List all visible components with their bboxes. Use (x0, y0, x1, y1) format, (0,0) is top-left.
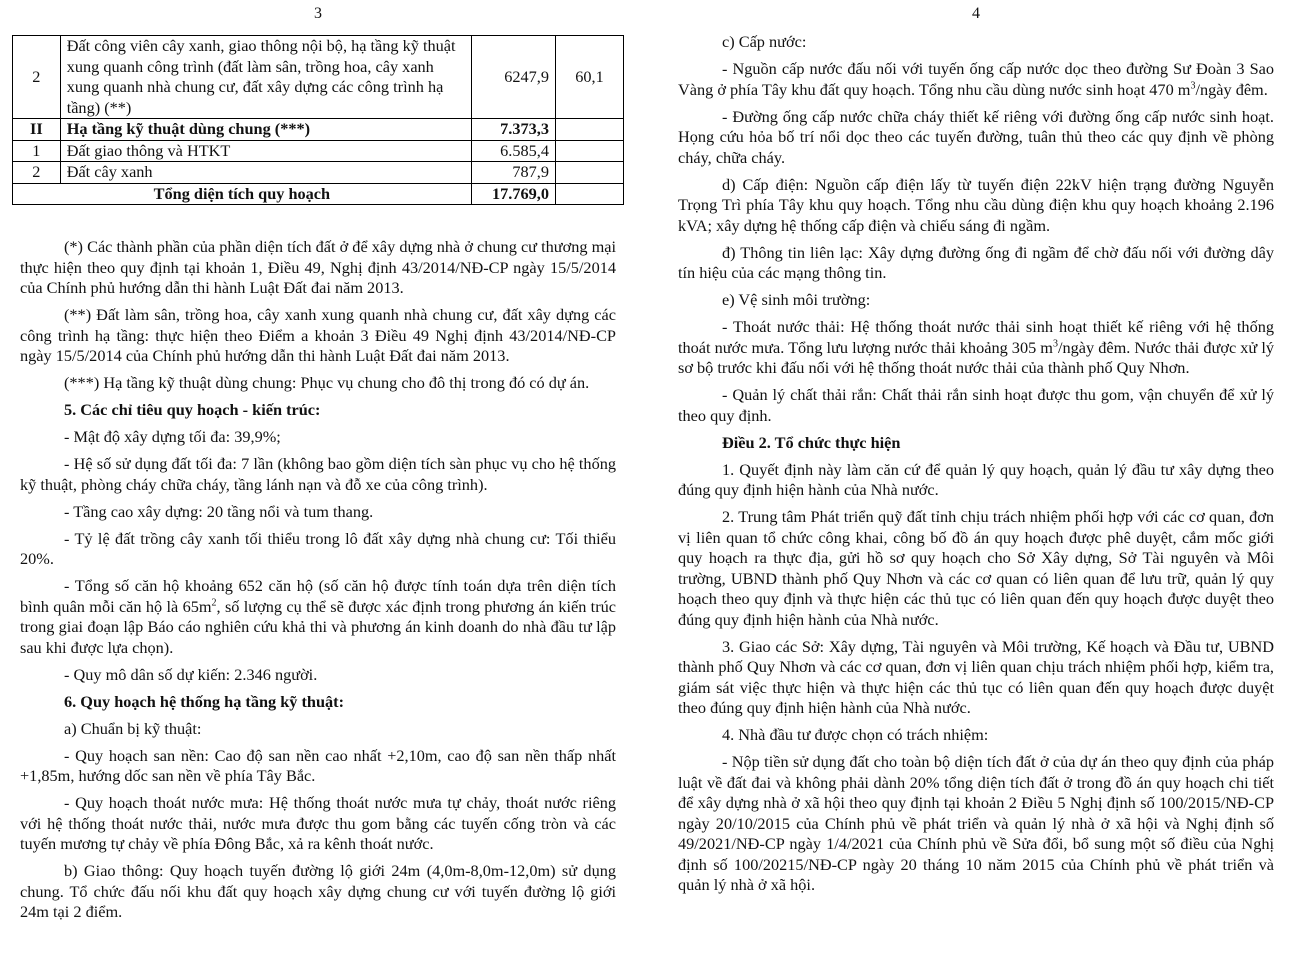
article-2-item-4: 4. Nhà đầu tư được chọn có trách nhiệm: (722, 725, 989, 744)
total-label: Tổng diện tích quy hoạch (13, 183, 472, 205)
row-number: II (13, 119, 61, 141)
section-6-title: 6. Quy hoạch hệ thống hạ tầng kỹ thuật: (64, 691, 345, 711)
floors-item: - Tầng cao xây dựng: 20 tầng nổi và tum thang. (64, 501, 374, 521)
land-use-table (12, 35, 624, 205)
wastewater-text-a: - Thoát nước thải: Hệ thống thoát nước thải sinh hoạt thiết kế riêng với hệ thống thoát nước mưa. Tổng lưu lượng nước thải khoảng 305 m (678, 317, 1274, 357)
row-name: Đất giao thông và HTKT (60, 140, 471, 162)
article-2-item-3: 3. Giao các Sở: Xây dựng, Tài nguyên và Môi trường, Kế hoạch và Đầu tư, UBND thành phố Quy Nhơn và các cơ quan, đơn vị liên quan chịu trách nhiệm phối hợp, kiểm tra, giám sát việc thực hiện và thực hiện các thủ tục có liên quan đến quy hoạch được duyệt theo đúng quy định hiện hành của Nhà nước. (678, 636, 1274, 717)
far-item: - Hệ số sử dụng đất tối đa: 7 lần (không bao gồm diện tích sàn phục vụ cho hệ thống kỹ thuật, phòng cháy chữa cháy, tầng lánh nạn và đỗ xe của công trình). (20, 454, 616, 494)
water-source-sup: 3 (1190, 80, 1196, 92)
table-row (13, 162, 624, 184)
row-name: Đất cây xanh (60, 162, 471, 184)
wastewater-text-b: /ngày đêm. Nước thải được xử lý sơ bộ trước khi đấu nối với hệ thống thoát nước thải của thành phố Quy Nhơn. (678, 337, 1275, 377)
units-sup: 2 (211, 597, 217, 609)
total-area: 17.769,0 (471, 183, 555, 205)
communication-item: đ) Thông tin liên lạc: Xây dựng đường ống đi ngầm để chờ đấu nối với đường dây tín hiệu của các mạng thông tin. (678, 242, 1274, 282)
table-total-row (13, 183, 624, 205)
table-row (13, 140, 624, 162)
article-2-title: Điều 2. Tổ chức thực hiện (722, 432, 901, 452)
sanitation-title: e) Vệ sinh môi trường: (722, 290, 871, 309)
units-text-b: , số lượng cụ thể sẽ được xác định trong phương án kiến trúc trong giai đoạn lập Báo cáo nghiên cứu khả thi và phương án kinh doanh do nhà đầu tư lập sau khi được lựa chọn). (20, 596, 616, 657)
row-number: 1 (13, 140, 61, 162)
row-area: 6247,9 (471, 36, 555, 119)
investor-obligation-item: - Nộp tiền sử dụng đất cho toàn bộ diện tích đất ở của dự án theo quy định của pháp luật về đất đai và không phải dành 20% tổng diện tích đất ở trong đồ án quy hoạch chi tiết để xây dựng nhà ở xã hội theo quy định tại khoản 2 Điều 5 Nghị định số 100/2015/NĐ-CP ngày 20/10/2015 của Chính phủ về phát triển và quản lý nhà ở xã hội và Nghị định số 49/2021/NĐ-CP ngày 1/4/2021 của Chính phủ về Sửa đổi, bổ sung một số điều của Nghị định số 100/20215/NĐ-CP ngày 20 tháng 10 năm 2015 của Chính phủ về phát triển và quản lý nhà ở xã hội. (678, 752, 1274, 894)
total-ratio (555, 183, 623, 205)
row-area: 7.373,3 (471, 119, 555, 141)
article-2-item-1: 1. Quyết định này làm căn cứ để quản lý quy hoạch, quản lý đầu tư xây dựng theo đúng quy định hiện hành của Nhà nước. (678, 459, 1274, 499)
water-title: c) Cấp nước: (722, 32, 807, 51)
wastewater-item (678, 317, 1274, 379)
page-right (660, 0, 1293, 979)
note-2: (**) Đất làm sân, trồng hoa, cây xanh xung quanh nhà chung cư, đất xây dựng các công trình hạ tầng: thực hiện theo Điểm a khoản 3 Điều 49 Nghị định 43/2014/NĐ-CP ngày 15/5/2014 của Chính phủ hướng dẫn thi hành Luật Đất đai năm 2013. (20, 305, 616, 365)
units-text-a: - Tổng số căn hộ khoảng 652 căn hộ (số căn hộ được tính toán dựa trên diện tích bình quân mỗi căn hộ là 65m (20, 576, 616, 616)
drainage-item: - Quy hoạch thoát nước mưa: Hệ thống thoát nước mưa tự chảy, thoát nước riêng với hệ thống thoát nước thải, nước mưa được thu gom bằng các tuyến cống tròn và các tuyến mương tự chảy về phía Đông Bắc, xả ra kênh thoát nước. (20, 793, 616, 853)
row-ratio (555, 140, 623, 162)
grading-item: - Quy hoạch san nền: Cao độ san nền cao nhất +2,10m, cao độ san nền thấp nhất +1,85m, hướng dốc san nền về phía Tây Bắc. (20, 745, 616, 785)
section-5-title: 5. Các chỉ tiêu quy hoạch - kiến trúc: (64, 400, 321, 419)
population-item: - Quy mô dân số dự kiến: 2.346 người. (64, 664, 318, 684)
green-ratio-item: - Tỷ lệ đất trồng cây xanh tối thiểu trong lô đất xây dựng nhà chung cư: Tối thiểu 20%. (20, 528, 616, 568)
water-source-text-a: - Nguồn cấp nước đấu nối với tuyến ống cấp nước dọc theo đường Sư Đoàn 3 Sao Vàng ở phía Tây khu đất quy hoạch. Tổng nhu cầu dùng nước sinh hoạt 470 m (678, 59, 1274, 99)
row-number: 2 (13, 162, 61, 184)
page-number: 3 (314, 5, 322, 22)
row-area: 6.585,4 (471, 140, 555, 162)
row-number: 2 (13, 36, 61, 119)
table-row (13, 119, 624, 141)
row-ratio (555, 162, 623, 184)
row-name: Đất công viên cây xanh, giao thông nội bộ, hạ tầng kỹ thuật xung quanh công trình (đất làm sân, trồng hoa, cây xanh xung quanh nhà chung cư, đất xây dựng các công trình hạ tầng) (**) (60, 36, 471, 119)
page-number: 4 (972, 5, 980, 22)
fire-water-item: - Đường ống cấp nước chữa cháy thiết kế riêng với đường ống cấp nước sinh hoạt. Họng cứu hỏa bố trí nổi dọc theo các tuyến đường, tuân thủ theo các quy định về phòng cháy, chữa cháy. (678, 106, 1274, 167)
solid-waste-item: - Quản lý chất thải rắn: Chất thải rắn sinh hoạt được thu gom, vận chuyển để xử lý theo quy định. (678, 385, 1274, 425)
wastewater-sup: 3 (1052, 338, 1058, 350)
section-6a-title: a) Chuẩn bị kỹ thuật: (64, 718, 202, 738)
row-ratio: 60,1 (555, 36, 623, 119)
power-item: d) Cấp điện: Nguồn cấp điện lấy từ tuyến điện 22kV hiện trạng đường Nguyễn Trọng Trì phía Tây khu quy hoạch. Tổng nhu cầu dùng điện khu quy hoạch khoảng 2.196 kVA; xây dựng hệ thống cấp điện và chiếu sáng đi ngầm. (678, 174, 1274, 235)
traffic-item: b) Giao thông: Quy hoạch tuyến đường lộ giới 24m (4,0m-8,0m-12,0m) sử dụng chung. Tổ chức đấu nối khu đất quy hoạch xây dựng chung cư với tuyến đường lộ giới 24m tại 2 điểm. (20, 861, 616, 921)
water-source-text-b: /ngày đêm. (1195, 79, 1268, 99)
row-name: Hạ tầng kỹ thuật dùng chung (***) (60, 119, 471, 141)
right-text-column (678, 32, 1274, 902)
left-text-column (20, 237, 616, 929)
page-left (0, 0, 640, 979)
units-item (20, 576, 616, 658)
row-ratio (555, 119, 623, 141)
note-3: (***) Hạ tầng kỹ thuật dùng chung: Phục vụ chung cho đô thị trong đó có dự án. (64, 373, 590, 392)
table-row (13, 36, 624, 119)
water-source-item (678, 59, 1274, 100)
row-area: 787,9 (471, 162, 555, 184)
article-2-item-2: 2. Trung tâm Phát triển quỹ đất tỉnh chịu trách nhiệm phối hợp với các cơ quan, đơn vị liên quan tổ chức công khai, công bố đồ án quy hoạch được phê duyệt, cắm mốc giới quy hoạch ra thực địa, gửi hồ sơ quy hoạch cho Sở Xây dựng, Sở Tài nguyên và Môi trường, UBND thành phố Quy Nhơn và các cơ quan có liên quan để lưu trữ, quản lý quy hoạch theo quy định và thực hiện các thủ tục có liên quan đến quy hoạch được duyệt theo đúng quy định hiện hành của Nhà nước. (678, 507, 1274, 629)
note-1: (*) Các thành phần của phần diện tích đất ở để xây dựng nhà ở chung cư thương mại thực hiện theo quy định tại khoản 1, Điều 49, Nghị định 43/2014/NĐ-CP ngày 15/5/2014 của Chính phủ hướng dẫn thi hành Luật Đất đai năm 2013. (20, 237, 616, 297)
density-item: - Mật độ xây dựng tối đa: 39,9%; (64, 427, 281, 446)
